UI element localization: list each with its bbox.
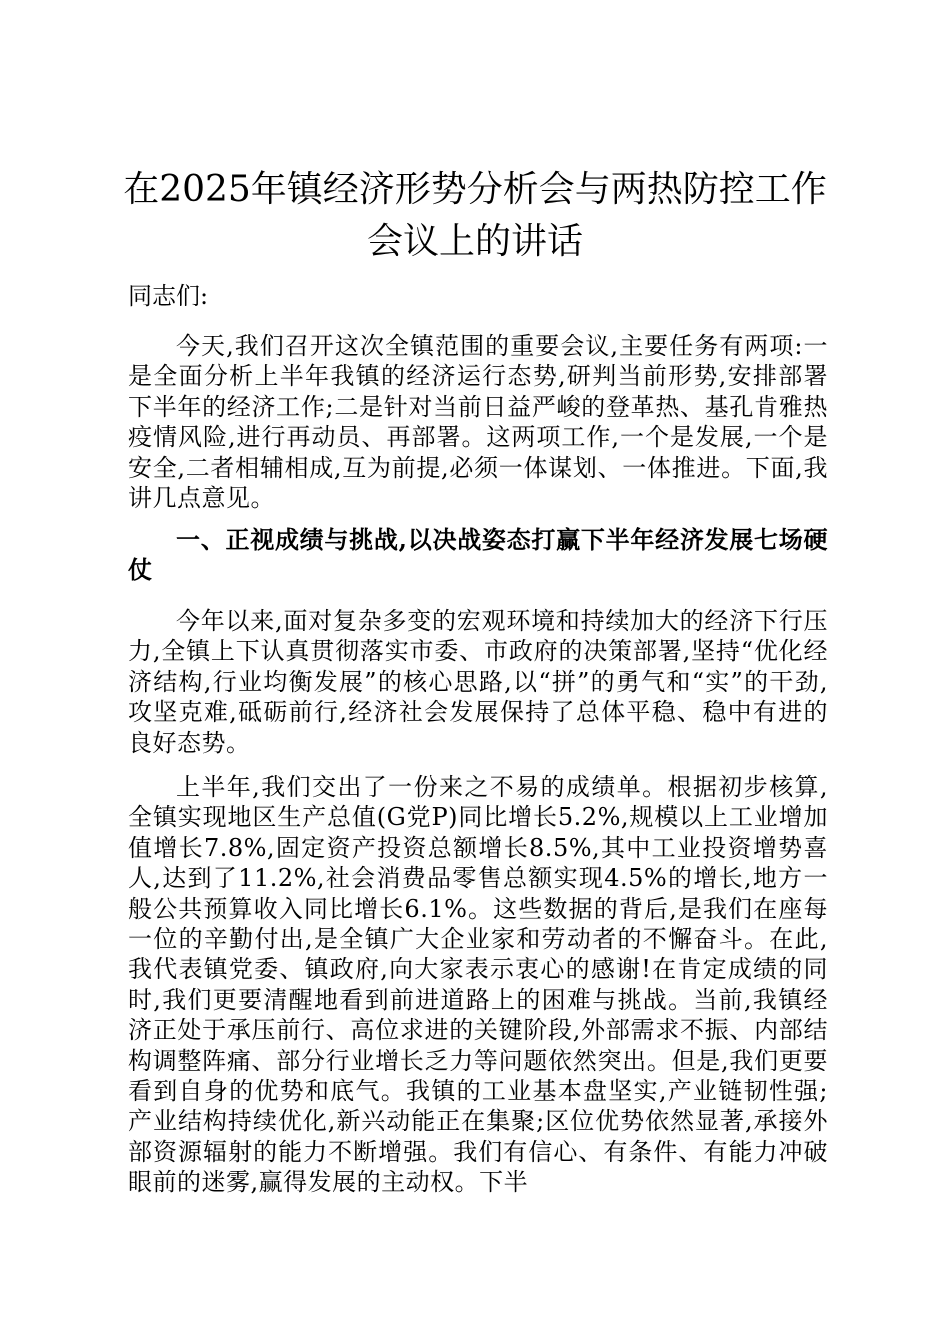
salutation: 同志们: (128, 282, 209, 310)
section-heading-1: 一、正视成绩与挑战,以决战姿态打赢下半年经济发展七场硬仗 (128, 525, 828, 585)
paragraph-overview: 今年以来,面对复杂多变的宏观环境和持续加大的经济下行压力,全镇上下认真贯彻落实市委、市政府的决策部署,坚持“优化经济结构,行业均衡发展”的核心思路,以“拼”的勇气和“实”的干劲,攻坚克难,砥砺前行,经济社会发展保持了总体平稳、稳中有进的良好态势。 (128, 607, 828, 757)
title-line-2: 会议上的讲话 (366, 221, 583, 262)
document-title (100, 164, 850, 268)
title-line-1: 在2025年镇经济形势分析会与两热防控工作 (123, 169, 827, 210)
paragraph-intro: 今天,我们召开这次全镇范围的重要会议,主要任务有两项:一是全面分析上半年我镇的经济运行态势,研判当前形势,安排部署下半年的经济工作;二是针对当前日益严峻的登革热、基孔肯雅热疫情风险,进行再动员、再部署。这两项工作,一个是发展,一个是安全,二者相辅相成,互为前提,必须一体谋划、一体推进。下面,我讲几点意见。 (128, 332, 828, 513)
paragraph-results: 上半年,我们交出了一份来之不易的成绩单。根据初步核算,全镇实现地区生产总值(G党P)同比增长5.2%,规模以上工业增加值增长7.8%,固定资产投资总额增长8.5%,其中工业投资增势喜人,达到了11.2%,社会消费品零售总额实现4.5%的增长,地方一般公共预算收入同比增长6.1%。这些数据的背后,是我们在座每一位的辛勤付出,是全镇广大企业家和劳动者的不懈奋斗。在此,我代表镇党委、镇政府,向大家表示衷心的感谢!在肯定成绩的同时,我们更要清醒地看到前进道路上的困难与挑战。当前,我镇经济正处于承压前行、高位求进的关键阶段,外部需求不振、内部结构调整阵痛、部分行业增长乏力等问题依然突出。但是,我们更要看到自身的优势和底气。我镇的工业基本盘坚实,产业链韧性强;产业结构持续优化,新兴动能正在集聚;区位优势依然显著,承接外部资源辐射的能力不断增强。我们有信心、有条件、有能力冲破眼前的迷雾,赢得发展的主动权。下半 (128, 773, 828, 1197)
